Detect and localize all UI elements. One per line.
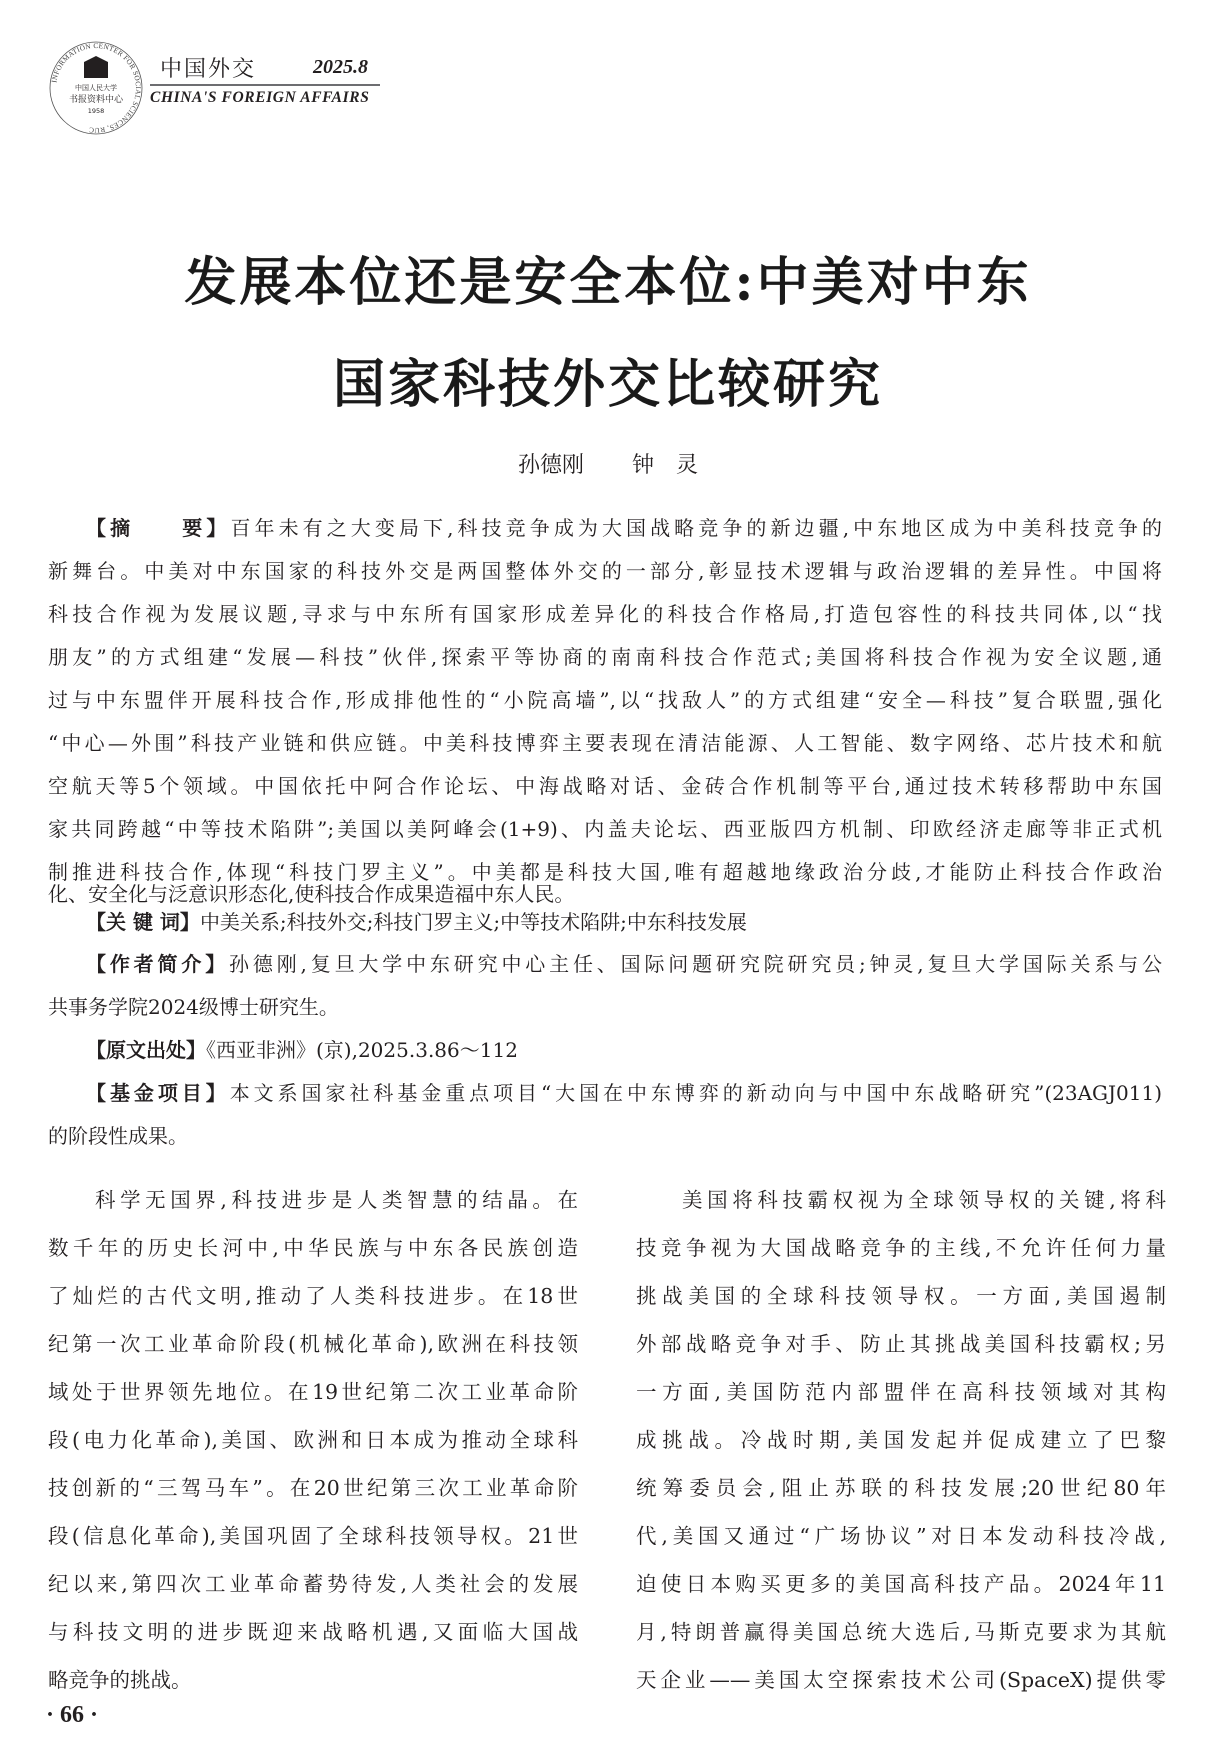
body-line: 统筹委员会,阻止苏联的科技发展;20世纪80年 — [636, 1476, 1166, 1500]
body-line: 与科技文明的进步既迎来战略机遇,又面临大国战 — [48, 1620, 578, 1644]
source-text: 《西亚非洲》(京),2025.3.86～112 — [206, 1038, 518, 1062]
page-number: · 66 · — [46, 1702, 99, 1728]
journal-name-en: CHINA'S FOREIGN AFFAIRS — [150, 89, 370, 106]
source-label: 【原文出处】 — [86, 1038, 206, 1062]
body-line: 月,特朗普赢得美国总统大选后,马斯克要求为其航 — [636, 1620, 1166, 1644]
abstract-line-end: 化、安全化与泛意识形态化,使科技合作成果造福中东人民。 — [48, 882, 575, 906]
abstract-line: 制推进科技合作,体现“科技门罗主义”。中美都是科技大国,唯有超越地缘政治分歧,才能防止科技合作政治 — [48, 860, 1162, 884]
keywords — [86, 908, 1162, 936]
logo-university: 中国人民大学 — [75, 84, 117, 92]
abstract-line: 空航天等5个领域。中国依托中阿合作论坛、中海战略对话、金砖合作机制等平台,通过技术转移帮助中东国 — [48, 774, 1162, 798]
body-line: 段(信息化革命),美国巩固了全球科技领导权。21世 — [48, 1524, 578, 1548]
fund: 【基金项目】本文系国家社科基金重点项目“大国在中东博弈的新动向与中国中东战略研究”(23AGJ011) — [86, 1081, 1162, 1105]
body-line: 一方面,美国防范内部盟伴在高科技领域对其构 — [636, 1380, 1166, 1404]
author-bio-label: 【作者简介】 — [86, 952, 230, 976]
logo-center: 书报资料中心 — [68, 95, 124, 105]
body-line: 纪第一次工业革命阶段(机械化革命),欧洲在科技领 — [48, 1332, 578, 1356]
body-line: 域处于世界领先地位。在19世纪第二次工业革命阶 — [48, 1380, 578, 1404]
body-line: 技创新的“三驾马车”。在20世纪第三次工业革命阶 — [48, 1476, 578, 1500]
body-line: 外部战略竞争对手、防止其挑战美国科技霸权;另 — [636, 1332, 1166, 1356]
keywords-label: 【关 键 词】 — [86, 910, 200, 934]
body-line: 天企业——美国太空探索技术公司(SpaceX)提供零 — [636, 1668, 1166, 1692]
body-line: 迫使日本购买更多的美国高科技产品。2024年11 — [636, 1572, 1166, 1596]
keywords-text: 中美关系;科技外交;科技门罗主义;中等技术陷阱;中东科技发展 — [199, 910, 747, 934]
body-line: 美国将科技霸权视为全球领导权的关键,将科 — [682, 1188, 1166, 1212]
body-line: 挑战美国的全球科技领导权。一方面,美国遏制 — [636, 1284, 1166, 1308]
journal-name-cn: 中国外交 — [160, 57, 257, 82]
abstract-label: 【摘 要】 — [86, 516, 231, 540]
journal-issue: 2025.8 — [313, 56, 368, 78]
article-title-line-1: 发展本位还是安全本位:中美对中东 — [184, 252, 1032, 313]
body-line: 了灿烂的古代文明,推动了人类科技进步。在18世 — [48, 1284, 578, 1308]
body-line: 数千年的历史长河中,中华民族与中东各民族创造 — [48, 1236, 578, 1260]
source — [86, 1036, 1162, 1064]
body-line: 技竞争视为大国战略竞争的主线,不允许任何力量 — [636, 1236, 1166, 1260]
body-line: 段(电力化革命),美国、欧洲和日本成为推动全球科 — [48, 1428, 578, 1452]
body-line: 纪以来,第四次工业革命蓄势待发,人类社会的发展 — [48, 1572, 578, 1596]
abstract-line: 家共同跨越“中等技术陷阱”;美国以美阿峰会(1+9)、内盖夫论坛、西亚版四方机制、印欧经济走廊等非正式机 — [48, 817, 1162, 841]
abstract-line: 新舞台。中美对中东国家的科技外交是两国整体外交的一部分,彰显技术逻辑与政治逻辑的差异性。中国将 — [48, 559, 1162, 583]
abstract-line: 过与中东盟伴开展科技合作,形成排他性的“小院高墙”,以“找敌人”的方式组建“安全—科技”复合联盟,强化 — [48, 688, 1162, 712]
logo-emblem-icon — [46, 38, 146, 138]
body-line: 科学无国界,科技进步是人类智慧的结晶。在 — [95, 1188, 578, 1212]
author-name: 孙德刚 — [517, 453, 584, 478]
fund-label: 【基金项目】 — [86, 1081, 230, 1105]
body-line: 成挑战。冷战时期,美国发起并促成建立了巴黎 — [636, 1428, 1166, 1452]
fund-line: 的阶段性成果。 — [48, 1124, 188, 1148]
logo-ring-text: INFORMATION CENTER FOR SOCIAL SCIENCES, RUC — [50, 41, 143, 135]
abstract-line: 朋友”的方式组建“发展—科技”伙伴,探索平等协商的南南科技合作范式;美国将科技合作视为安全议题,通 — [48, 645, 1162, 669]
publisher-logo — [46, 38, 146, 138]
body-line: 代,美国又通过“广场协议”对日本发动科技冷战, — [636, 1524, 1166, 1548]
abstract-line: 科技合作视为发展议题,寻求与中东所有国家形成差异化的科技合作格局,打造包容性的科技共同体,以“找 — [48, 602, 1162, 626]
header-rule — [150, 84, 380, 86]
author-bio: 【作者简介】孙德刚,复旦大学中东研究中心主任、国际问题研究院研究员;钟灵,复旦大学国际关系与公 — [86, 952, 1163, 976]
author-name: 钟 灵 — [632, 453, 699, 478]
abstract-line: 【摘 要】百年未有之大变局下,科技竞争成为大国战略竞争的新边疆,中东地区成为中美科技竞争的 — [86, 516, 1162, 540]
body-line: 略竞争的挑战。 — [48, 1668, 192, 1692]
logo-year: 1958 — [87, 107, 105, 115]
abstract-line: “中心—外围”科技产业链和供应链。中美科技博弈主要表现在清洁能源、人工智能、数字网络、芯片技术和航 — [48, 731, 1162, 755]
article-title-line-2: 国家科技外交比较研究 — [332, 354, 883, 415]
authors — [0, 448, 1216, 479]
author-bio-line: 共事务学院2024级博士研究生。 — [48, 995, 339, 1019]
